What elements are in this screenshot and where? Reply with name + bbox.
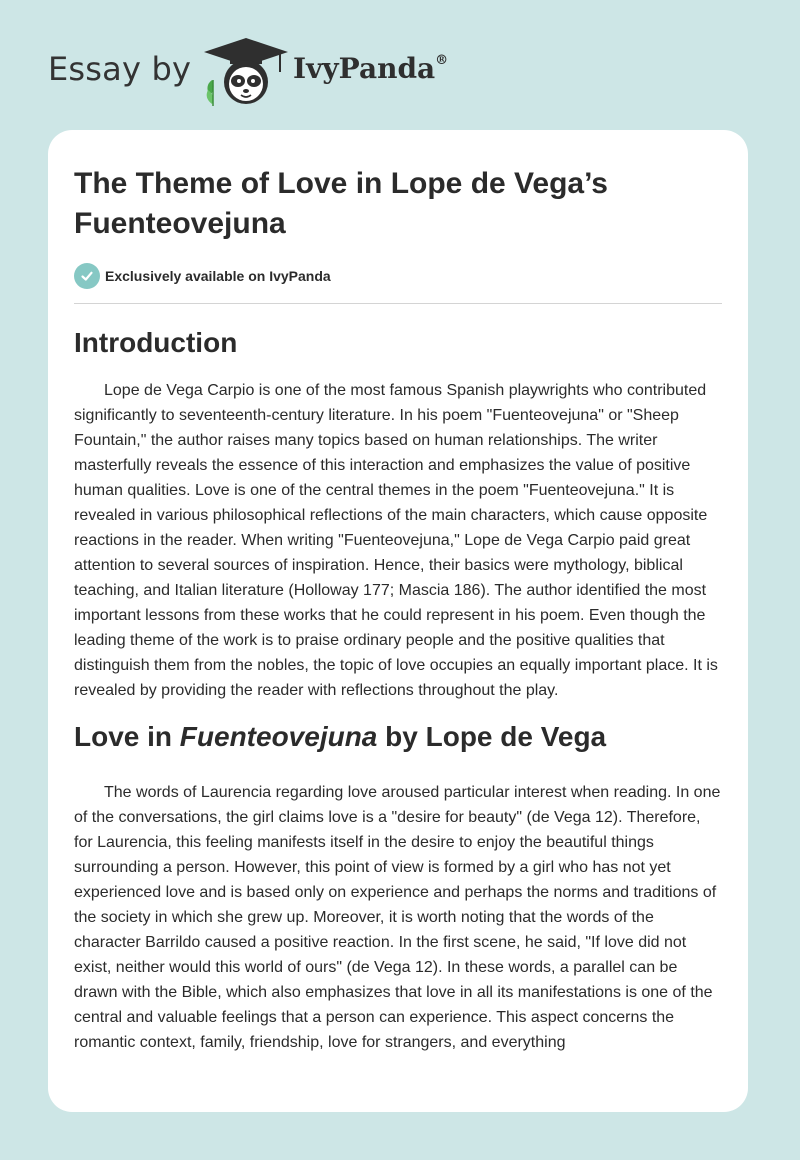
essay-body [74,321,722,1055]
registered-mark: ® [435,52,449,68]
section-heading-love [74,715,722,759]
panda-graduate-icon[interactable] [200,34,292,108]
brand-name-text: IvyPanda [293,52,436,85]
section-paragraph-introduction: Lope de Vega Carpio is one of the most famous Spanish playwrights who contributed significantly to seventeenth-century literature. In his poem "Fuenteovejuna" or "Sheep Fountain," the author raises many topics based on human relationships. The writer masterfully reveals the essence of this interaction and emphasizes the value of positive human qualities. Love is one of the central themes in the poem "Fuenteovejuna." It is revealed in various philosophical reflections of the main characters, which cause opposite reactions in the reader. When writing "Fuenteovejuna," Lope de Vega Carpio paid great attention to several sources of inspiration. Hence, their basics were mythology, biblical teaching, and Italian literature (Holloway 177; Mascia 186). The author identified the most important lessons from these works that he could represent in his poem. Even though the leading theme of the work is to praise ordinary people and the positive qualities that distinguish them from the nobles, the topic of love occupies an equally important place. It is revealed by providing the reader with reflections throughout the play. [74,382,718,699]
site-header [0,0,800,130]
essay-card [48,130,748,1112]
brand-name[interactable] [293,52,448,85]
section-heading-introduction: Introduction [74,327,238,358]
exclusive-badge-text: Exclusively available on IvyPanda [105,268,331,284]
heading-emphasis: Fuenteovejuna [179,721,378,752]
divider [74,303,722,304]
essay-title: The Theme of Love in Lope de Vega’s Fuenteovejuna [74,167,608,240]
brand-prefix: Essay by [48,50,192,88]
check-icon [74,263,100,289]
section-paragraph-love: The words of Laurencia regarding love aroused particular interest when reading. In one of the conversations, the girl claims love is a "desire for beauty" (de Vega 12). Therefore, for Laurencia, this feeling manifests itself in the desire to enjoy the beautiful things surrounding a person. However, this point of view is formed by a girl who has not yet experienced love and is based only on experience and perhaps the norms and traditions of the society in which she grew up. Moreover, it is worth noting that the words of the character Barrildo caused a positive reaction. In the first scene, he said, "If love did not exist, neither would this world of ours" (de Vega 12). In these words, a parallel can be drawn with the Bible, which also emphasizes that love in all its manifestations is one of the central and valuable feelings that a person can experience. This aspect concerns the romantic context, family, friendship, love for strangers, and everything [74,784,721,1051]
heading-suffix: by Lope de Vega [377,721,607,752]
exclusive-badge [74,263,331,289]
heading-prefix: Love in [74,721,180,752]
